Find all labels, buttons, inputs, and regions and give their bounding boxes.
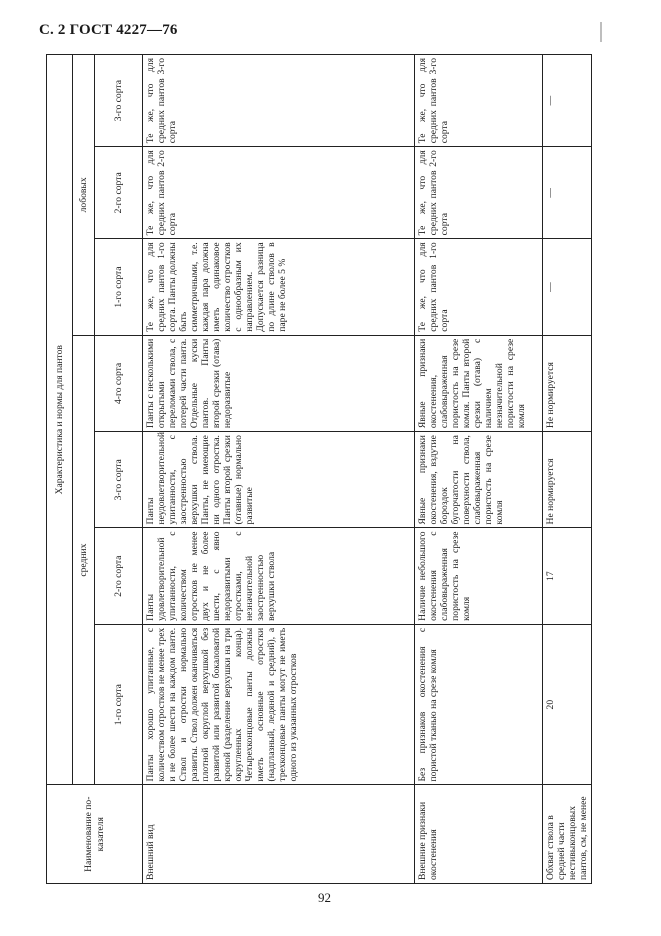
- main-group-header: Характеристика и нормы для пантов: [47, 55, 73, 785]
- spec-table: [46, 54, 592, 884]
- table-cell: Панты хорошо упитанные, с количеством отростков не менее трех и не более шести на каждом панте. Ствол и отростки нормально развиты. Ствол должен оканчиваться плотной округлой верхушкой без развитой или развитой бокаловатой кроной (разделение верхушки на три округленных конца). Четырехконцовые панты должны иметь основные отростки (надглазный, ледяной и средний), а трехконцовые панты могут не иметь одного из указанных отростков: [143, 624, 415, 785]
- rotated-table-wrapper: [46, 54, 590, 884]
- frontal-group-header: лобовых: [73, 55, 95, 336]
- table-cell: —: [543, 147, 592, 239]
- table-cell: Те же, что для средних пантов 1-го сорта. Панты должны быть симметричными, т.е. каждая пара должна иметь одинаковое количество отростков с однообразным их направлением. Допускается разница по длине стволов в паре не более 5 %: [143, 239, 415, 335]
- table-cell: 17: [543, 528, 592, 624]
- table-row: [415, 55, 543, 884]
- grade-header: 1-го сорта: [95, 624, 143, 785]
- table-cell: Те же, что для средних пантов 3-го сорта: [143, 55, 415, 147]
- table-cell: Панты неудовлетворительной упитанности, с заостренностью верхушки ствола. Панты, не имеющие ни одного отростка. Панты второй срезки (отавные) нормально развитые: [143, 432, 415, 528]
- table-cell: Панты с несколькими открытыми переломами ствола, с потерей части панта. Отдельные куски пантов. Панты второй срезки (отава) недоразвитые: [143, 335, 415, 431]
- table-cell: Панты удовлетворительной упитанности, с количеством отростков не менее двух и не более шести, с явно недоразвитыми отростками, с незначительной заостренностью верхушки ствола: [143, 528, 415, 624]
- header-row-1: [47, 55, 73, 884]
- scan-mark: [600, 22, 602, 42]
- page-number: 92: [318, 890, 331, 905]
- table-cell: Те же, что для средних пантов 2-го сорта: [415, 147, 543, 239]
- page-header: С. 2 ГОСТ 4227—76: [39, 22, 178, 38]
- header-row-3: [95, 55, 143, 884]
- row-name: Внешний вид: [143, 785, 415, 884]
- table-cell: Те же, что для средних пантов 3-го сорта: [415, 55, 543, 147]
- table-cell: Не нормируется: [543, 432, 592, 528]
- table-cell: Без признаков окостенения с пористой тканью на срезе комля: [415, 624, 543, 785]
- table-cell: 20: [543, 624, 592, 785]
- grade-header: 3-го сорта: [95, 55, 143, 147]
- table-cell: Те же, что для средних пантов 1-го сорта: [415, 239, 543, 335]
- middle-group-header: средних: [73, 335, 95, 785]
- grade-header: 3-го сорта: [95, 432, 143, 528]
- table-row: [543, 55, 592, 884]
- table-cell: —: [543, 239, 592, 335]
- grade-header: 2-го сорта: [95, 147, 143, 239]
- table-cell: —: [543, 55, 592, 147]
- table-cell: Явные признаки окостенения, вздутие бороздок бугорчатости на поверхности ствола, слабовыраженная пористость на срезе комля: [415, 432, 543, 528]
- param-column-header: Наименование по- казателя: [47, 785, 143, 884]
- table-cell: Те же, что для средних пантов 2-го сорта: [143, 147, 415, 239]
- table-cell: Наличие небольшого окостенения с слабовыраженная пористость на срезе комля: [415, 528, 543, 624]
- grade-header: 2-го сорта: [95, 528, 143, 624]
- table-row: [143, 55, 415, 884]
- grade-header: 1-го сорта: [95, 239, 143, 335]
- row-name: Внешние признаки окостенения: [415, 785, 543, 884]
- grade-header: 4-го сорта: [95, 335, 143, 431]
- table-cell: Явные признаки окостенения, слабовыраженная пористость на срезе комля. Панты второй срезки (отава) с наличием незначительной пористости на срезе комля: [415, 335, 543, 431]
- header-row-2: [73, 55, 95, 884]
- row-name: Обхват ствола в средней части нестивыконцовых пантов, см, не менее: [543, 785, 592, 884]
- table-cell: Не нормируется: [543, 335, 592, 431]
